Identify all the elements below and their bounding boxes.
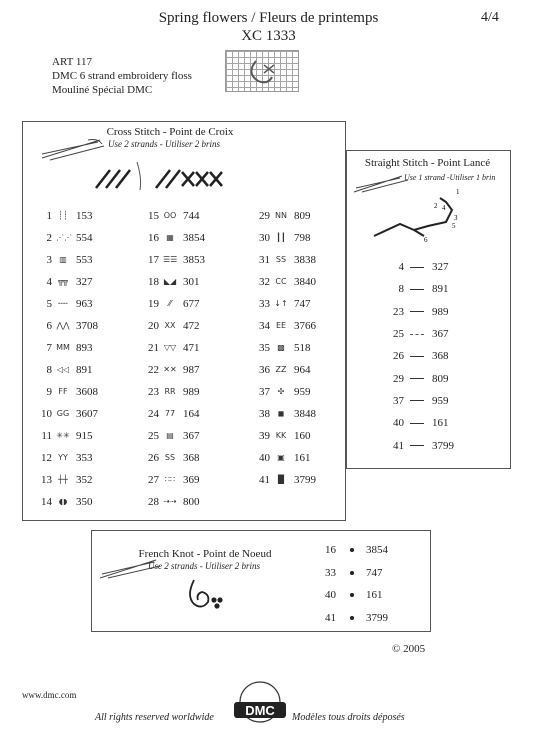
thread-info [52,55,192,97]
legend-row [143,337,205,359]
symbol-number: 23 [148,386,159,398]
symbol-number: 32 [259,276,270,288]
stitch-symbol-icon: ┃┃ [276,233,286,242]
symbol-number: 37 [259,386,270,398]
stitch-symbol-icon: OO [163,211,177,220]
stitch-symbol-icon: ⋰⋰ [56,233,72,242]
french-knot-row [320,539,388,562]
stitch-symbol-icon: ▦ [166,233,174,242]
french-knot-title: French Knot - Point de Noeud [138,548,272,560]
straight-stitch-row [382,390,454,412]
legend-row [143,271,205,293]
symbol-number: 16 [148,232,159,244]
straight-stitch-row [382,323,454,345]
legend-row [36,293,98,315]
legend-row [254,469,316,491]
diagram-label: 3 [454,214,458,222]
legend-row [36,469,98,491]
stitch-symbol-icon: MM [56,343,70,352]
symbol-number: 15 [148,210,159,222]
floss-code: 3848 [294,408,316,420]
legend-row [254,227,316,249]
symbol-number: 28 [148,496,159,508]
floss-line-fr: Mouliné Spécial DMC [52,84,153,96]
knot-dot-icon [350,616,354,620]
legend-row [36,227,98,249]
legend-row [254,337,316,359]
floss-code: 3799 [432,439,454,452]
stitch-symbol-icon: 77 [164,409,176,418]
stitch-line-icon [410,445,424,446]
symbol-number: 33 [259,298,270,310]
pattern-code: XC 1333 [241,28,296,44]
cross-stitch-column-3 [254,205,316,491]
floss-code: 553 [76,254,93,266]
symbol-number: 29 [393,372,404,385]
straight-stitch-row [382,434,454,456]
symbol-number: 41 [393,439,404,452]
symbol-number: 38 [259,408,270,420]
symbol-number: 4 [398,261,404,274]
floss-code: 160 [294,430,311,442]
stitch-symbol-icon: YY [58,453,68,462]
legend-row [36,205,98,227]
diagram-label: 5 [452,222,456,230]
symbol-number: 40 [259,452,270,464]
floss-code: 367 [432,328,449,341]
legend-row [36,381,98,403]
symbol-number: 17 [148,254,159,266]
stitch-line-icon [410,289,424,290]
floss-code: 352 [76,474,93,486]
floss-code: 153 [76,210,93,222]
stitch-symbol-icon: RR [164,387,176,396]
stitch-symbol-icon: NN [275,211,287,220]
floss-code: 987 [183,364,200,376]
symbol-number: 8 [46,364,52,376]
symbol-number: 9 [46,386,52,398]
stitch-line-icon [410,356,424,357]
stitch-symbol-icon: FF [58,387,68,396]
french-knot-list [320,539,388,629]
stitch-symbol-icon: ZZ [275,365,287,374]
legend-row [143,491,205,513]
symbol-number: 34 [259,320,270,332]
legend-row [143,425,205,447]
symbol-number: 23 [393,305,404,318]
floss-code: 3854 [183,232,205,244]
legend-row [36,315,98,337]
floss-code: 963 [76,298,93,310]
floss-code: 368 [432,350,449,363]
knot-dot-icon [350,593,354,597]
symbol-number: 33 [325,566,336,579]
stitch-symbol-icon: GG [56,409,70,418]
stitch-symbol-icon: ☰☰ [163,255,178,264]
symbol-number: 29 [259,210,270,222]
cross-stitch-instruction: Use 2 strands - Utiliser 2 brins [108,139,221,149]
straight-stitch-row [382,412,454,434]
cross-stitch-diagram-icon [92,160,232,192]
floss-code: 3708 [76,320,98,332]
stitch-symbol-icon: ◁◁ [56,365,70,374]
symbol-number: 21 [148,342,159,354]
legend-row [254,359,316,381]
cross-stitch-column-2 [143,205,205,513]
legend-row [254,271,316,293]
stitch-symbol-icon: EE [275,321,287,330]
symbol-number: 11 [41,430,52,442]
floss-code: 369 [183,474,200,486]
stitch-symbol-icon: ┼┼ [58,475,68,484]
symbol-number: 24 [148,408,159,420]
symbol-number: 40 [325,589,336,602]
legend-row [36,491,98,513]
article-number: ART 117 [52,56,92,68]
symbol-number: 1 [46,210,52,222]
legend-row [36,249,98,271]
dmc-logo [228,680,292,728]
legend-row [36,425,98,447]
straight-stitch-row [382,345,454,367]
stitch-line-icon [410,267,424,268]
floss-code: 353 [76,452,93,464]
stitch-symbol-icon: ↓↑ [274,299,288,308]
symbol-number: 31 [259,254,270,266]
diagram-label: 2 [434,202,438,210]
stitch-symbol-icon: ◖◗ [58,497,68,506]
stitch-symbol-icon: SS [275,255,287,264]
legend-row [254,293,316,315]
floss-code: 3840 [294,276,316,288]
french-knot-instruction: Use 2 strands - Utiliser 2 brins [148,561,261,571]
rights-fr: Modèles tous droits déposés [292,712,405,723]
floss-code: 891 [432,283,449,296]
straight-stitch-row [382,367,454,389]
symbol-number: 30 [259,232,270,244]
floss-code: 368 [183,452,200,464]
floss-code: 367 [183,430,200,442]
stitch-symbol-icon: ⁄⁄ [168,299,172,308]
symbol-number: 39 [259,430,270,442]
straight-stitch-title: Straight Stitch - Point Lancé [364,157,491,169]
symbol-number: 26 [393,350,404,363]
legend-row [143,227,205,249]
symbol-number: 5 [46,298,52,310]
floss-code: 3607 [76,408,98,420]
legend-row [143,315,205,337]
straight-stitch-row [382,278,454,300]
symbol-number: 16 [325,544,336,557]
stitch-symbol-icon: ▽▽ [163,343,177,352]
legend-row [36,337,98,359]
diagram-label: 1 [456,188,460,196]
floss-code: 677 [183,298,200,310]
floss-code: 301 [183,276,200,288]
website-link[interactable]: www.dmc.com [22,690,77,700]
floss-code: 471 [183,342,200,354]
legend-row [254,381,316,403]
legend-row [254,403,316,425]
symbol-number: 20 [148,320,159,332]
stitch-line-icon [410,378,424,379]
stitch-symbol-icon: ✣ [277,387,285,396]
floss-code: 3854 [366,544,388,557]
floss-code: 3838 [294,254,316,266]
stitch-symbol-icon: ▐▌ [274,475,288,484]
rights-en: All rights reserved worldwide [95,712,214,723]
floss-code: 964 [294,364,311,376]
straight-stitch-list [382,256,454,457]
legend-row [143,381,205,403]
symbol-number: 41 [325,611,336,624]
stitch-symbol-icon: ╌╌ [58,299,68,308]
symbol-number: 12 [41,452,52,464]
stitch-symbol-icon: ∷∷ [164,475,176,484]
floss-code: 959 [294,386,311,398]
floss-code: 554 [76,232,93,244]
symbol-number: 7 [46,342,52,354]
symbol-number: 27 [148,474,159,486]
stitch-symbol-icon: ┊┊ [58,211,68,220]
symbol-number: 18 [148,276,159,288]
floss-code: 891 [76,364,93,376]
legend-row [143,249,205,271]
legend-row [143,403,205,425]
legend-row [36,271,98,293]
legend-row [254,249,316,271]
page-title: Spring flowers / Fleurs de printemps [158,10,379,26]
symbol-number: 22 [148,364,159,376]
knot-dot-icon [350,571,354,575]
floss-code: 915 [76,430,93,442]
floss-code: 747 [366,566,383,579]
floss-code: 3766 [294,320,316,332]
symbol-number: 35 [259,342,270,354]
stitch-symbol-icon: ▥ [59,255,67,264]
symbol-number: 25 [148,430,159,442]
dmc-logo-text: DMC [245,703,275,718]
floss-code: 989 [432,305,449,318]
floss-code: 164 [183,408,200,420]
legend-row [254,425,316,447]
legend-row [143,447,205,469]
stitch-symbol-icon: ⇢⇢ [163,497,177,506]
diagram-label: 4 [442,204,446,212]
diagram-label: 6 [424,236,428,244]
symbol-number: 14 [41,496,52,508]
stitch-symbol-icon: ✕✕ [163,365,177,374]
floss-code: 161 [432,417,449,430]
floss-code: 893 [76,342,93,354]
symbol-number: 3 [46,254,52,266]
cross-stitch-title: Cross Stitch - Point de Croix [106,126,234,138]
floss-code: 3608 [76,386,98,398]
stitch-line-icon [410,400,424,401]
floss-code: 161 [294,452,311,464]
symbol-number: 26 [148,452,159,464]
stitch-symbol-icon: KK [275,431,287,440]
stitch-symbol-icon: ◼ [277,409,285,418]
floss-code: 472 [183,320,200,332]
stitch-line-icon [410,334,424,335]
stitch-symbol-icon: ╦╦ [58,277,68,286]
symbol-number: 37 [393,394,404,407]
legend-row [143,359,205,381]
stitch-symbol-icon: SS [164,453,176,462]
floss-code: 989 [183,386,200,398]
stitch-symbol-icon: ▣ [277,453,285,462]
french-knot-row [320,607,388,630]
legend-row [143,205,205,227]
cross-stitch-column-1 [36,205,98,513]
stitch-symbol-icon: ✳✳ [56,431,70,440]
floss-code: 747 [294,298,311,310]
legend-row [36,403,98,425]
stitch-symbol-icon: XX [164,321,176,330]
symbol-number: 40 [393,417,404,430]
floss-code: 809 [294,210,311,222]
floss-code: 327 [76,276,93,288]
straight-stitch-row [382,256,454,278]
floss-code: 161 [366,589,383,602]
floss-code: 809 [432,372,449,385]
symbol-number: 4 [46,276,52,288]
floss-code: 800 [183,496,200,508]
straight-stitch-diagram-icon [370,188,480,250]
needle-icon [40,136,110,162]
page-number: 4/4 [481,10,499,25]
symbol-number: 6 [46,320,52,332]
legend-row [143,293,205,315]
straight-stitch-instruction: Use 1 strand -Utiliser 1 brin [404,173,496,182]
legend-row [254,447,316,469]
legend-row [254,205,316,227]
floss-code: 3853 [183,254,205,266]
legend-row [36,447,98,469]
floss-code: 959 [432,394,449,407]
symbol-number: 2 [46,232,52,244]
symbol-number: 8 [398,283,404,296]
legend-row [254,315,316,337]
floss-code: 327 [432,261,449,274]
legend-row [36,359,98,381]
stitch-line-icon [410,311,424,312]
knot-dot-icon [350,548,354,552]
legend-row [143,469,205,491]
stitch-symbol-icon: ◣◢ [163,277,177,286]
symbol-number: 25 [393,328,404,341]
symbol-number: 36 [259,364,270,376]
stitch-symbol-icon: ▤ [166,431,174,440]
floss-code: 518 [294,342,311,354]
needle-icon [98,556,162,580]
cross-stitch-grid-icon [225,50,299,92]
floss-code: 350 [76,496,93,508]
stitch-symbol-icon: ⋀⋀ [56,321,70,330]
symbol-number: 41 [259,474,270,486]
straight-stitch-row [382,301,454,323]
stitch-symbol-icon: CC [275,277,287,286]
symbol-number: 10 [41,408,52,420]
french-knot-row [320,562,388,585]
floss-code: 798 [294,232,311,244]
stitch-line-icon [410,423,424,424]
symbol-number: 13 [41,474,52,486]
floss-code: 3799 [294,474,316,486]
floss-line-en: DMC 6 strand embroidery floss [52,70,192,82]
stitch-symbol-icon: ▩ [277,343,285,352]
floss-code: 744 [183,210,200,222]
copyright: © 2005 [392,643,426,655]
symbol-number: 19 [148,298,159,310]
floss-code: 3799 [366,611,388,624]
french-knot-diagram-icon [180,578,230,612]
french-knot-row [320,584,388,607]
